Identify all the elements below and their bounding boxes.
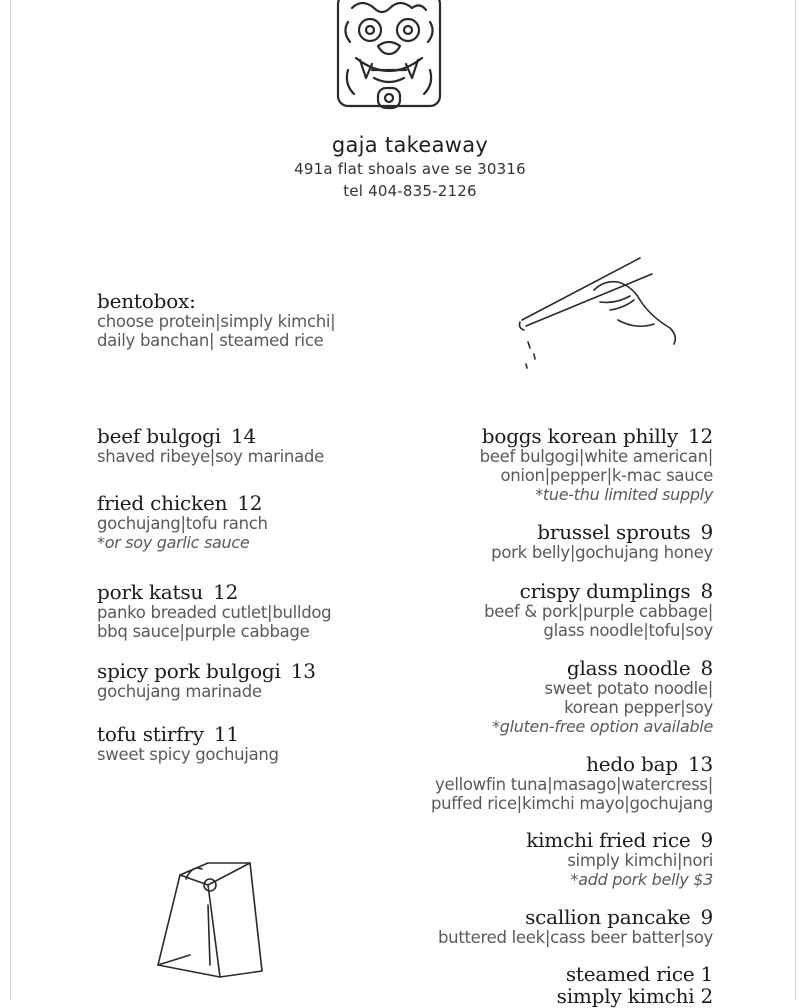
item-desc: pork belly|gochujang honey (491, 543, 713, 562)
item-desc: onion|pepper|k-mac sauce (500, 466, 713, 485)
item-name: boggs korean philly (481, 424, 678, 448)
restaurant-name: gaja takeaway (331, 133, 489, 157)
item-name: kimchi fried rice (526, 828, 691, 852)
item-price: 12 (213, 580, 239, 604)
menu-item-brussel-sprouts (491, 521, 713, 562)
item-desc: simply kimchi|nori (567, 851, 713, 870)
item-note: *tue-thu limited supply (535, 485, 713, 504)
item-price: 8 (700, 656, 713, 680)
menu-item-hedo-bap (431, 753, 713, 813)
item-note: *or soy garlic sauce (97, 533, 250, 552)
item-desc: bbq sauce|purple cabbage (97, 622, 310, 641)
menu-item-pork-katsu (97, 581, 331, 641)
item-price: 9 (700, 828, 713, 852)
item-desc: beef & pork|purple cabbage| (484, 602, 713, 621)
menu-item-kimchi-fried-rice (526, 829, 713, 889)
item-desc: choose protein|simply kimchi| (97, 312, 336, 331)
item-desc: gochujang marinade (97, 682, 262, 701)
item-price: 13 (290, 659, 316, 683)
menu-item-tofu-stirfry (97, 723, 279, 764)
menu-item-beef-bulgogi (97, 425, 324, 466)
page-edge-right (795, 0, 796, 1000)
menu-item-bentobox (97, 290, 335, 350)
item-name: tofu stirfry (97, 722, 204, 746)
restaurant-phone: tel 404-835-2126 (343, 182, 477, 200)
item-desc: beef bulgogi|white american| (479, 447, 713, 466)
item-name: steamed rice (565, 962, 695, 986)
item-note: *gluten-free option available (492, 717, 713, 736)
menu-sides (557, 963, 713, 1007)
item-desc: sweet spicy gochujang (97, 745, 279, 764)
item-name: brussel sprouts (537, 520, 691, 544)
menu-item-spicy-pork-bulgogi (97, 660, 316, 701)
item-price: 11 (213, 722, 239, 746)
item-desc: korean pepper|soy (564, 698, 713, 717)
item-price: 1 (700, 962, 713, 986)
item-desc: shaved ribeye|soy marinade (97, 447, 324, 466)
item-desc: buttered leek|cass beer batter|soy (437, 928, 713, 947)
item-name: beef bulgogi (97, 424, 221, 448)
item-price: 12 (687, 424, 713, 448)
page-edge-left (10, 0, 11, 1000)
restaurant-address: 491a flat shoals ave se 30316 (294, 160, 526, 178)
item-desc: glass noodle|tofu|soy (543, 621, 713, 640)
item-price: 14 (230, 424, 257, 448)
item-name: pork katsu (97, 580, 204, 604)
menu-item-glass-noodle (492, 657, 713, 736)
menu-item-scallion-pancake (438, 906, 713, 947)
menu-item-simply-kimchi (557, 985, 713, 1007)
item-desc: daily banchan| steamed rice (97, 331, 324, 350)
menu-item-fried-chicken (97, 492, 268, 552)
item-name: hedo bap (586, 752, 678, 776)
item-desc: sweet potato noodle| (544, 679, 713, 698)
item-name: spicy pork bulgogi (97, 659, 281, 683)
item-name: bentobox: (97, 289, 196, 313)
item-price: 8 (700, 579, 713, 603)
item-desc: gochujang|tofu ranch (97, 514, 268, 533)
item-name: scallion pancake (525, 905, 691, 929)
item-price: 12 (237, 491, 263, 515)
item-desc: yellowfin tuna|masago|watercress| (435, 775, 713, 794)
item-name: fried chicken (97, 491, 228, 515)
item-price: 13 (687, 752, 713, 776)
takeaway-bag-icon (150, 855, 270, 985)
item-price: 9 (700, 520, 713, 544)
item-price: 9 (700, 905, 713, 929)
menu-item-crispy-dumplings (484, 580, 713, 640)
menu-item-boggs-korean-philly (480, 425, 713, 504)
chopsticks-hand-icon (514, 250, 684, 380)
item-name: simply kimchi (556, 984, 695, 1008)
item-note: *add pork belly $3 (570, 870, 713, 889)
item-desc: puffed rice|kimchi mayo|gochujang (430, 794, 713, 813)
item-name: glass noodle (566, 656, 691, 680)
menu-item-steamed-rice (557, 963, 713, 985)
item-price: 2 (700, 984, 713, 1008)
item-name: crispy dumplings (519, 579, 691, 603)
gaja-mask-logo-icon (334, 0, 444, 122)
item-desc: panko breaded cutlet|bulldog (97, 603, 332, 622)
